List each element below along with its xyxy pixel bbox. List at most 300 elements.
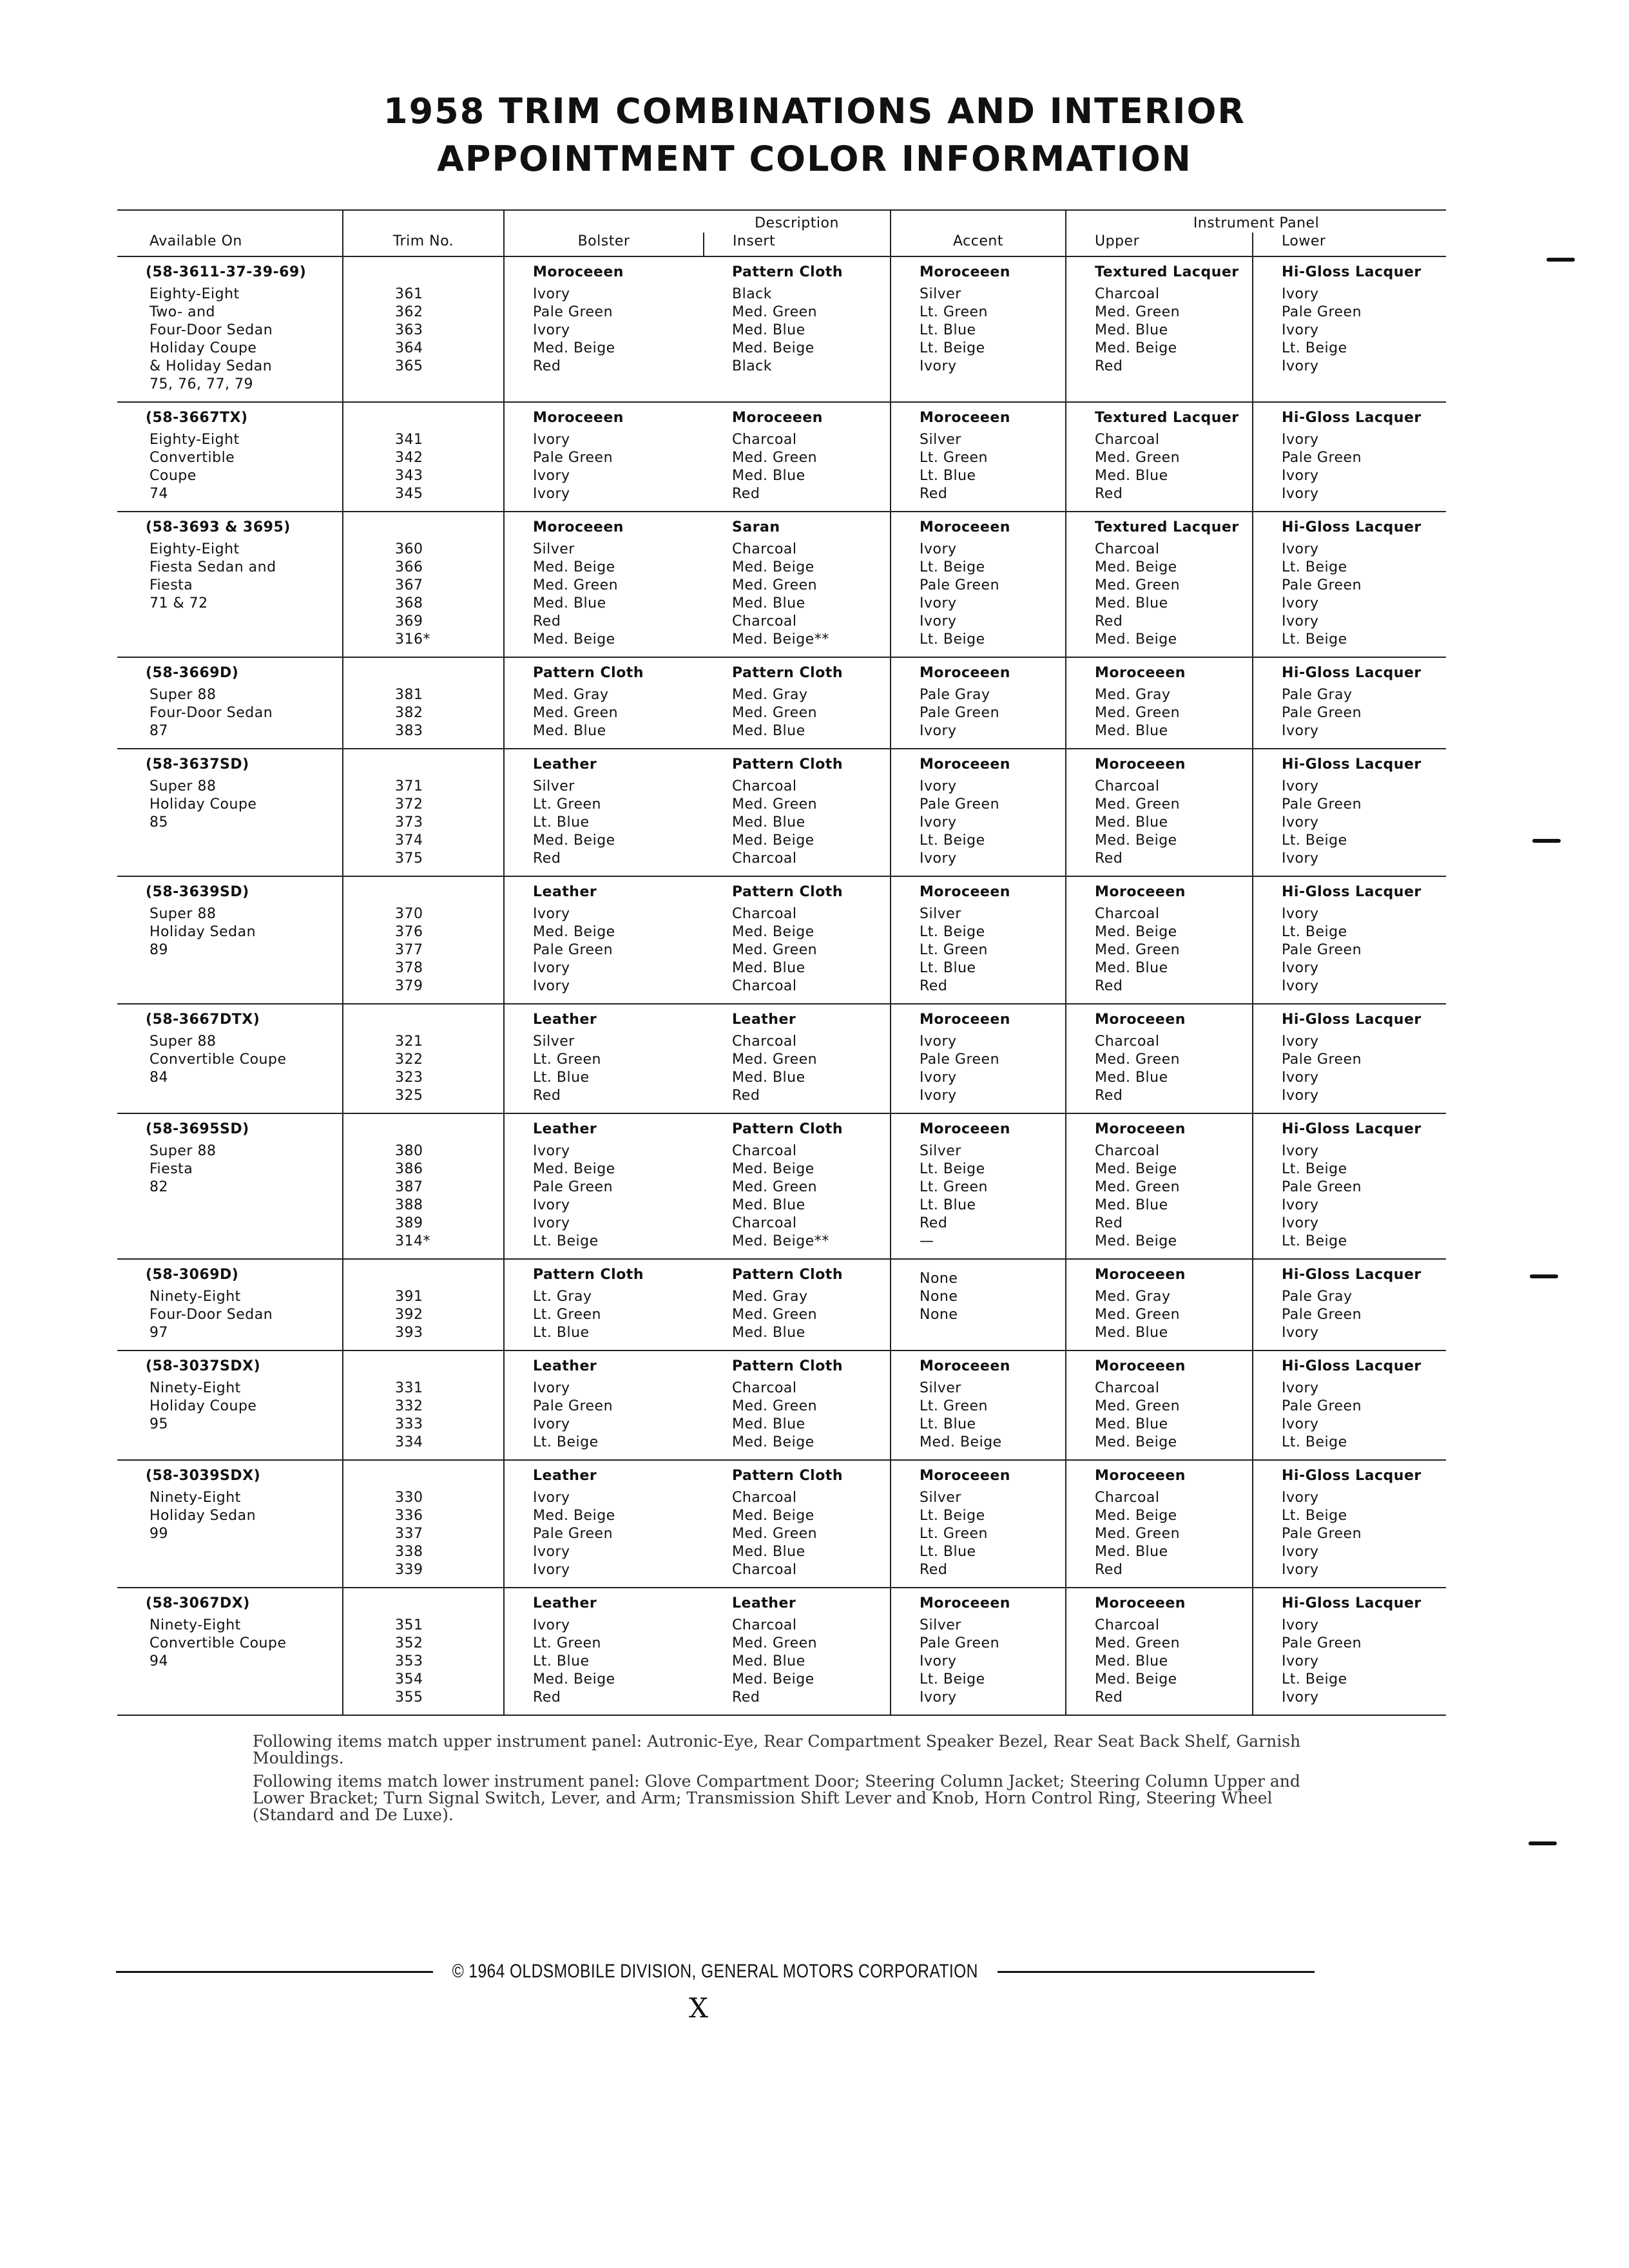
trim-number: 332 — [395, 1398, 423, 1414]
accent-color: Lt. Beige — [920, 1508, 985, 1524]
insert-color: Black — [732, 358, 773, 374]
trim-group-row — [117, 876, 1446, 1004]
bolster-color: Med. Beige — [533, 340, 615, 356]
accent-color: Pale Green — [920, 577, 1000, 593]
insert-material: Pattern Cloth — [732, 1267, 843, 1283]
insert-color: Med. Green — [732, 1398, 818, 1414]
available-on-line: Coupe — [149, 468, 197, 484]
trim-number: 345 — [395, 486, 423, 502]
accent-cell — [891, 749, 1066, 876]
available-on-line: Four-Door Sedan — [149, 705, 273, 721]
accent-material: Moroceeen — [920, 410, 1010, 426]
available-on-line: Super 88 — [149, 906, 217, 922]
lower-panel-color: Pale Green — [1282, 1398, 1362, 1414]
insert-color: Med. Beige** — [732, 631, 829, 648]
trim-number-cell — [343, 1113, 504, 1259]
trim-number: 337 — [395, 1526, 423, 1542]
bolster-color: Lt. Blue — [533, 1653, 590, 1669]
available-on-line: Two- and — [149, 304, 215, 320]
accent-color: Lt. Green — [920, 1526, 988, 1542]
lower-panel-color: Lt. Beige — [1282, 559, 1347, 575]
available-on-line: 82 — [149, 1179, 168, 1195]
available-on-cell — [117, 402, 343, 512]
lower-panel-color: Ivory — [1282, 1143, 1319, 1159]
upper-panel-cell — [1066, 1588, 1253, 1715]
upper-panel-color: Charcoal — [1095, 1033, 1160, 1050]
accent-color: Pale Gray — [920, 687, 990, 703]
trim-number: 382 — [395, 705, 423, 721]
lower-panel-cell — [1253, 256, 1446, 402]
available-on-line: Convertible Coupe — [149, 1635, 287, 1651]
trim-number: 322 — [395, 1052, 423, 1068]
upper-panel-cell — [1066, 876, 1253, 1004]
header-bolster: Bolster — [504, 233, 704, 256]
accent-color: Ivory — [920, 541, 957, 557]
accent-color: Ivory — [920, 1088, 957, 1104]
insert-color: Med. Green — [732, 450, 818, 466]
trim-number: 377 — [395, 942, 423, 958]
insert-material: Moroceeen — [732, 410, 823, 426]
available-on-cell — [117, 512, 343, 657]
available-on-line: Ninety-Eight — [149, 1289, 241, 1305]
upper-panel-color: Med. Blue — [1095, 814, 1168, 831]
trim-number: 336 — [395, 1508, 423, 1524]
accent-color: Pale Green — [920, 796, 1000, 812]
trim-group-row — [117, 256, 1446, 402]
bolster-color: Ivory — [533, 1380, 570, 1396]
accent-color: Ivory — [920, 723, 957, 739]
lower-panel-color: Lt. Beige — [1282, 1161, 1347, 1177]
insert-color: Red — [732, 1088, 760, 1104]
bolster-color: Med. Beige — [533, 1508, 615, 1524]
lower-panel-material: Hi-Gloss Lacquer — [1282, 264, 1422, 280]
header-lower: Lower — [1253, 233, 1446, 256]
accent-color: Lt. Blue — [920, 1197, 976, 1213]
lower-panel-color: Pale Gray — [1282, 1289, 1353, 1305]
upper-panel-color: Med. Green — [1095, 1307, 1181, 1323]
available-on-line: 94 — [149, 1653, 168, 1669]
header-upper: Upper — [1066, 233, 1253, 256]
insert-material: Pattern Cloth — [732, 756, 843, 773]
insert-color: Charcoal — [732, 906, 797, 922]
bolster-color: Lt. Gray — [533, 1289, 592, 1305]
available-on-line: 97 — [149, 1325, 168, 1341]
upper-panel-color: Charcoal — [1095, 1143, 1160, 1159]
available-on-line: Convertible Coupe — [149, 1052, 287, 1068]
lower-panel-material: Hi-Gloss Lacquer — [1282, 1358, 1422, 1374]
model-number: (58-3069D) — [146, 1267, 239, 1283]
accent-color: Ivory — [920, 1653, 957, 1669]
available-on-line: Four-Door Sedan — [149, 322, 273, 338]
lower-panel-color: Ivory — [1282, 1562, 1319, 1578]
bolster-cell — [504, 1004, 704, 1113]
upper-panel-color: Med. Beige — [1095, 832, 1177, 849]
lower-panel-cell — [1253, 876, 1446, 1004]
insert-color: Med. Green — [732, 577, 818, 593]
upper-panel-color: Red — [1095, 358, 1123, 374]
trim-number: 362 — [395, 304, 423, 320]
insert-cell — [704, 402, 891, 512]
insert-color: Med. Blue — [732, 468, 805, 484]
bolster-color: Med. Green — [533, 705, 619, 721]
bolster-color: Med. Beige — [533, 1161, 615, 1177]
lower-panel-material: Hi-Gloss Lacquer — [1282, 665, 1422, 681]
available-on-line: Holiday Coupe — [149, 340, 257, 356]
upper-panel-color: Med. Blue — [1095, 1416, 1168, 1432]
insert-cell — [704, 1259, 891, 1350]
upper-panel-material: Textured Lacquer — [1095, 264, 1239, 280]
trim-number-cell — [343, 749, 504, 876]
lower-panel-cell — [1253, 1350, 1446, 1460]
lower-panel-material: Hi-Gloss Lacquer — [1282, 1468, 1422, 1484]
bolster-cell — [504, 1259, 704, 1350]
accent-color: Lt. Beige — [920, 1161, 985, 1177]
lower-panel-color: Ivory — [1282, 1416, 1319, 1432]
accent-color: Lt. Blue — [920, 322, 976, 338]
bolster-color: Med. Blue — [533, 595, 606, 611]
bolster-material: Leather — [533, 1012, 597, 1028]
accent-color: None — [920, 1307, 958, 1323]
insert-cell — [704, 1113, 891, 1259]
page-number: X — [689, 1992, 708, 2024]
trim-number: 325 — [395, 1088, 423, 1104]
trim-number: 386 — [395, 1161, 423, 1177]
trim-number: 342 — [395, 450, 423, 466]
trim-group-row — [117, 1259, 1446, 1350]
bolster-color: Pale Green — [533, 942, 613, 958]
accent-color: Lt. Beige — [920, 832, 985, 849]
lower-panel-color: Ivory — [1282, 906, 1319, 922]
insert-cell — [704, 1350, 891, 1460]
upper-panel-color: Med. Green — [1095, 796, 1181, 812]
trim-number: 365 — [395, 358, 423, 374]
lower-panel-color: Lt. Beige — [1282, 832, 1347, 849]
available-on-line: 89 — [149, 942, 168, 958]
model-number: (58-3037SDX) — [146, 1358, 261, 1374]
available-on-line: Eighty-Eight — [149, 286, 240, 302]
bolster-color: Ivory — [533, 1617, 570, 1633]
trim-number: 367 — [395, 577, 423, 593]
accent-cell — [891, 512, 1066, 657]
trim-group-row — [117, 1588, 1446, 1715]
accent-color: None — [920, 1271, 958, 1287]
trim-group-row — [117, 1460, 1446, 1588]
lower-panel-material: Hi-Gloss Lacquer — [1282, 756, 1422, 773]
upper-panel-material: Moroceeen — [1095, 1121, 1186, 1137]
available-on-cell — [117, 1460, 343, 1588]
available-on-line: Eighty-Eight — [149, 541, 240, 557]
model-number: (58-3639SD) — [146, 884, 249, 900]
bolster-cell — [504, 402, 704, 512]
accent-color: Silver — [920, 1490, 961, 1506]
available-on-line: 74 — [149, 486, 168, 502]
bolster-material: Moroceeen — [533, 519, 624, 535]
upper-panel-color: Med. Green — [1095, 304, 1181, 320]
trim-group-row — [117, 657, 1446, 749]
lower-panel-color: Ivory — [1282, 468, 1319, 484]
upper-panel-color: Med. Blue — [1095, 1070, 1168, 1086]
upper-panel-color: Red — [1095, 1215, 1123, 1231]
bolster-color: Ivory — [533, 1490, 570, 1506]
upper-panel-color: Med. Green — [1095, 705, 1181, 721]
accent-color: Silver — [920, 1380, 961, 1396]
header-available-on: Available On — [117, 233, 343, 256]
insert-color: Charcoal — [732, 541, 797, 557]
header-trim-no: Trim No. — [343, 233, 504, 256]
insert-color: Med. Blue — [732, 595, 805, 611]
bolster-color: Ivory — [533, 1215, 570, 1231]
lower-panel-color: Pale Green — [1282, 796, 1362, 812]
lower-panel-color: Pale Green — [1282, 1179, 1362, 1195]
bolster-color: Ivory — [533, 322, 570, 338]
accent-material: Moroceeen — [920, 264, 1010, 280]
available-on-line: Four-Door Sedan — [149, 1307, 273, 1323]
upper-panel-color: Red — [1095, 978, 1123, 994]
upper-panel-color: Med. Gray — [1095, 1289, 1171, 1305]
insert-color: Med. Beige — [732, 1161, 815, 1177]
upper-panel-cell — [1066, 749, 1253, 876]
available-on-line: Fiesta — [149, 1161, 193, 1177]
available-on-line: 75, 76, 77, 79 — [149, 376, 253, 392]
lower-panel-color: Ivory — [1282, 723, 1319, 739]
accent-material: Moroceeen — [920, 1468, 1010, 1484]
trim-number: 375 — [395, 850, 423, 867]
lower-panel-cell — [1253, 1460, 1446, 1588]
accent-color: Ivory — [920, 358, 957, 374]
lower-panel-color: Ivory — [1282, 1070, 1319, 1086]
trim-number: 343 — [395, 468, 423, 484]
upper-panel-color: Med. Blue — [1095, 1544, 1168, 1560]
bolster-color: Ivory — [533, 960, 570, 976]
binding-mark — [1547, 258, 1575, 262]
insert-cell — [704, 749, 891, 876]
lower-panel-color: Ivory — [1282, 1544, 1319, 1560]
insert-color: Med. Green — [732, 1307, 818, 1323]
upper-panel-color: Red — [1095, 613, 1123, 629]
trim-group-row — [117, 749, 1446, 876]
bolster-color: Silver — [533, 541, 575, 557]
trim-number: 387 — [395, 1179, 423, 1195]
bolster-color: Red — [533, 358, 561, 374]
insert-color: Med. Blue — [732, 1325, 805, 1341]
trim-number-cell — [343, 1004, 504, 1113]
lower-panel-material: Hi-Gloss Lacquer — [1282, 410, 1422, 426]
upper-panel-material: Textured Lacquer — [1095, 410, 1239, 426]
lower-panel-material: Hi-Gloss Lacquer — [1282, 1012, 1422, 1028]
bolster-color: Med. Beige — [533, 1671, 615, 1687]
lower-panel-color: Ivory — [1282, 1653, 1319, 1669]
insert-color: Med. Green — [732, 304, 818, 320]
upper-panel-color: Med. Beige — [1095, 1434, 1177, 1450]
accent-color: Lt. Blue — [920, 1416, 976, 1432]
insert-color: Med. Blue — [732, 723, 805, 739]
lower-panel-color: Ivory — [1282, 1617, 1319, 1633]
accent-color: Lt. Green — [920, 942, 988, 958]
accent-color: Ivory — [920, 814, 957, 831]
lower-panel-cell — [1253, 1588, 1446, 1715]
trim-number-cell — [343, 1460, 504, 1588]
upper-panel-cell — [1066, 256, 1253, 402]
upper-panel-material: Moroceeen — [1095, 756, 1186, 773]
trim-number-cell — [343, 512, 504, 657]
bolster-color: Red — [533, 613, 561, 629]
accent-color: Pale Green — [920, 1635, 1000, 1651]
accent-color: Red — [920, 1215, 948, 1231]
insert-cell — [704, 657, 891, 749]
bolster-color: Lt. Green — [533, 1307, 601, 1323]
page-title-line-1: 1958 TRIM COMBINATIONS AND INTERIOR — [383, 91, 1246, 131]
insert-material: Saran — [732, 519, 780, 535]
accent-color: Ivory — [920, 1689, 957, 1706]
accent-cell — [891, 1113, 1066, 1259]
trim-number: 374 — [395, 832, 423, 849]
bolster-color: Med. Blue — [533, 723, 606, 739]
insert-cell — [704, 876, 891, 1004]
upper-panel-cell — [1066, 657, 1253, 749]
upper-panel-color: Charcoal — [1095, 1617, 1160, 1633]
trim-number: 363 — [395, 322, 423, 338]
trim-group-row — [117, 512, 1446, 657]
available-on-line: Eighty-Eight — [149, 432, 240, 448]
lower-panel-color: Ivory — [1282, 1215, 1319, 1231]
trim-number: 355 — [395, 1689, 423, 1706]
page-title-line-2: APPOINTMENT COLOR INFORMATION — [437, 139, 1192, 179]
accent-color: Silver — [920, 432, 961, 448]
available-on-line: Super 88 — [149, 1033, 217, 1050]
upper-panel-color: Med. Green — [1095, 1526, 1181, 1542]
accent-color: Pale Green — [920, 1052, 1000, 1068]
bolster-color: Ivory — [533, 286, 570, 302]
available-on-cell — [117, 256, 343, 402]
trim-number: 379 — [395, 978, 423, 994]
available-on-line: 95 — [149, 1416, 168, 1432]
accent-material: Moroceeen — [920, 756, 1010, 773]
upper-panel-color: Med. Blue — [1095, 1653, 1168, 1669]
upper-panel-color: Med. Green — [1095, 577, 1181, 593]
bolster-cell — [504, 1350, 704, 1460]
lower-panel-material: Hi-Gloss Lacquer — [1282, 1121, 1422, 1137]
lower-panel-color: Ivory — [1282, 850, 1319, 867]
bolster-color: Ivory — [533, 1143, 570, 1159]
insert-color: Med. Beige — [732, 1671, 815, 1687]
bolster-color: Ivory — [533, 468, 570, 484]
upper-panel-material: Moroceeen — [1095, 665, 1186, 681]
upper-panel-color: Med. Gray — [1095, 687, 1171, 703]
bolster-color: Pale Green — [533, 1398, 613, 1414]
insert-color: Med. Blue — [732, 1197, 805, 1213]
accent-cell — [891, 657, 1066, 749]
trim-number: 354 — [395, 1671, 423, 1687]
accent-cell — [891, 1588, 1066, 1715]
upper-panel-color: Red — [1095, 850, 1123, 867]
upper-panel-color: Red — [1095, 1689, 1123, 1706]
accent-material: Moroceeen — [920, 519, 1010, 535]
header-instrument-panel: Instrument Panel — [1066, 210, 1446, 233]
lower-panel-material: Hi-Gloss Lacquer — [1282, 884, 1422, 900]
accent-color: Ivory — [920, 850, 957, 867]
binding-mark — [1528, 1841, 1557, 1845]
bolster-color: Med. Beige — [533, 924, 615, 940]
upper-panel-cell — [1066, 1113, 1253, 1259]
accent-color: Silver — [920, 286, 961, 302]
insert-cell — [704, 1588, 891, 1715]
trim-number: 361 — [395, 286, 423, 302]
available-on-line: Ninety-Eight — [149, 1490, 241, 1506]
lower-panel-color: Pale Green — [1282, 705, 1362, 721]
bolster-material: Leather — [533, 884, 597, 900]
upper-panel-cell — [1066, 402, 1253, 512]
upper-panel-color: Med. Beige — [1095, 559, 1177, 575]
lower-panel-color: Lt. Beige — [1282, 1508, 1347, 1524]
insert-color: Charcoal — [732, 1215, 797, 1231]
bolster-color: Med. Gray — [533, 687, 609, 703]
bolster-color: Ivory — [533, 906, 570, 922]
lower-panel-material: Hi-Gloss Lacquer — [1282, 1267, 1422, 1283]
upper-panel-color: Med. Beige — [1095, 924, 1177, 940]
insert-color: Charcoal — [732, 778, 797, 794]
available-on-cell — [117, 876, 343, 1004]
trim-number: 341 — [395, 432, 423, 448]
available-on-line: Ninety-Eight — [149, 1617, 241, 1633]
accent-color: Lt. Blue — [920, 1544, 976, 1560]
trim-number: 389 — [395, 1215, 423, 1231]
insert-color: Med. Blue — [732, 814, 805, 831]
upper-panel-color: Med. Blue — [1095, 1325, 1168, 1341]
bolster-color: Red — [533, 1088, 561, 1104]
available-on-line: Ninety-Eight — [149, 1380, 241, 1396]
trim-number: 314* — [395, 1233, 430, 1249]
header-insert: Insert — [704, 233, 891, 256]
bolster-color: Med. Beige — [533, 631, 615, 648]
accent-color: None — [920, 1289, 958, 1305]
upper-panel-color: Red — [1095, 486, 1123, 502]
bolster-material: Pattern Cloth — [533, 665, 644, 681]
available-on-line: Super 88 — [149, 1143, 217, 1159]
trim-number-cell — [343, 402, 504, 512]
trim-number: 372 — [395, 796, 423, 812]
lower-panel-color: Ivory — [1282, 358, 1319, 374]
accent-color: Ivory — [920, 1033, 957, 1050]
trim-number: 388 — [395, 1197, 423, 1213]
insert-material: Leather — [732, 1012, 796, 1028]
upper-panel-color: Charcoal — [1095, 1380, 1160, 1396]
model-number: (58-3695SD) — [146, 1121, 249, 1137]
binding-mark — [1530, 1274, 1558, 1278]
trim-table-body — [117, 256, 1446, 1715]
footer-rule-left — [116, 1971, 433, 1973]
upper-panel-color: Red — [1095, 1562, 1123, 1578]
insert-color: Charcoal — [732, 1490, 797, 1506]
bolster-color: Med. Green — [533, 577, 619, 593]
bolster-cell — [504, 1588, 704, 1715]
upper-panel-material: Moroceeen — [1095, 1358, 1186, 1374]
trim-number-cell — [343, 876, 504, 1004]
accent-cell — [891, 402, 1066, 512]
lower-panel-color: Pale Green — [1282, 1052, 1362, 1068]
upper-panel-material: Textured Lacquer — [1095, 519, 1239, 535]
accent-color: Red — [920, 1562, 948, 1578]
lower-panel-color: Ivory — [1282, 814, 1319, 831]
upper-panel-color: Charcoal — [1095, 906, 1160, 922]
available-on-cell — [117, 1004, 343, 1113]
trim-number-cell — [343, 1350, 504, 1460]
lower-panel-color: Lt. Beige — [1282, 340, 1347, 356]
insert-color: Med. Green — [732, 942, 818, 958]
model-number: (58-3667DTX) — [146, 1012, 260, 1028]
accent-material: Moroceeen — [920, 1358, 1010, 1374]
upper-panel-color: Charcoal — [1095, 1490, 1160, 1506]
trim-number: 352 — [395, 1635, 423, 1651]
